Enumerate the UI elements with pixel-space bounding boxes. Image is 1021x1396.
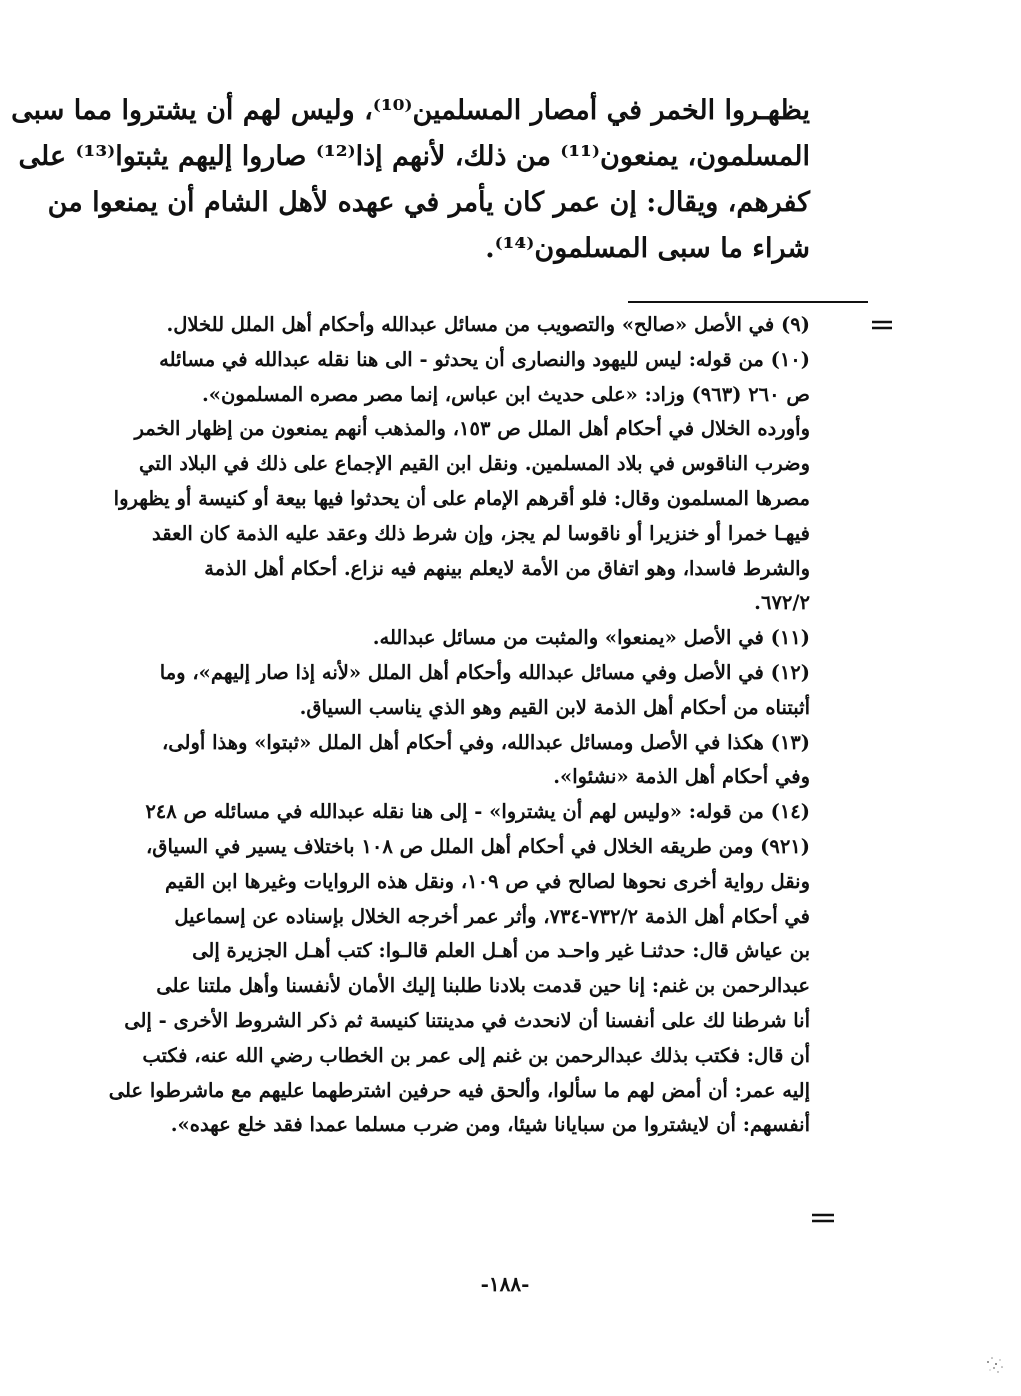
footnote-line: (١٢) في الأصل وفي مسائل عبدالله وأحكام أهل الملل «لأنه إذا صار إليهم»، وما [159,660,810,684]
footnote-line: (٩) في الأصل «صالح» والتصويب من مسائل عبدالله وأحكام أهل الملل للخلال. [166,313,810,336]
scan-artifact [982,1352,1008,1378]
footnote-line: فيهـا خمرا أو خنزيرا أو ناقوسا لم يجز، وإن شرط ذلك وعقد عليه الذمة كان العقد [151,521,810,545]
continuation-mark-top [872,319,892,331]
footnote-line: وضرب الناقوس في بلاد المسلمين. ونقل ابن القيم الإجماع على ذلك في البلاد التي [138,452,810,476]
footnote-line: ونقل رواية أخرى نحوها لصالح في ص ١٠٩، ونقل هذه الروايات وغيرها ابن القيم [164,869,810,893]
footnote-line: (١٤) من قوله: «وليس لهم أن يشتروا» - إلى هنا نقله عبدالله في مسائله ص ٢٤٨ [145,800,810,824]
continuation-mark-bottom [812,1212,834,1224]
footnote-line: والشرط فاسدا، وهو اتفاق من الأمة لايعلم بينهم فيه نزاع. أحكام أهل الذمة [204,556,810,580]
main-text [11,88,810,272]
footnote-line: (١١) في الأصل «يمنعوا» والمثبت من مسائل عبدالله. [372,626,810,650]
main-text-line: كفرهم، ويقال: إن عمر كان يأمر في عهده لأهل الشام أن يمنعوا من [47,187,810,218]
footnote-line: في أحكام أهل الذمة ٧٣٢/٢-٧٣٤، وأثر عمر أخرجه الخلال بإسناده عن إسماعيل [174,904,810,928]
footnote-line: وفي أحكام أهل الذمة «نشئوا». [553,765,810,789]
footnote-line: مصرها المسلمون وقال: فلو أقرهم الإمام على أن يحدثوا فيها بيعة أو كنيسة أو يظهروا [113,486,810,510]
page-number: -١٨٨- [480,1272,530,1296]
footnote-line: أن قال: فكتب بذلك عبدالرحمن بن غنم إلى عمر بن الخطاب رضي الله عنه، فكتب [142,1043,810,1067]
footnote-separator [628,301,868,303]
footnote-line: (٩٢١) ومن طريقه الخلال في أحكام أهل الملل ص ١٠٨ باختلاف يسير في السياق، [146,834,810,858]
footnote-line: بن عياش قال: حدثنـا غير واحـد من أهـل العلم قالـوا: كتب أهـل الجزيرة إلى [192,939,810,963]
footnote-line: عبدالرحمن بن غنم: إنا حين قدمت بلادنا طلبنا إليك الأمان لأنفسنا وأهل ملتنا على [156,974,810,998]
footnotes [108,308,810,1143]
main-text-line: المسلمون، يمنعون⁽¹¹⁾ من ذلك، لأنهم إذا⁽¹²⁾ صاروا إليهم يثبتوا⁽¹³⁾ على [18,141,810,172]
footnote-line: وأورده الخلال في أحكام أهل الملل ص ١٥٣، والمذهب أنهم يمنعون من إظهار الخمر [134,417,810,441]
footnote-line: ٦٧٢/٢. [754,591,810,615]
footnote-line: (١٠) من قوله: ليس لليهود والنصارى أن يحدثو - الى هنا نقله عبدالله في مسائله [159,347,810,371]
footnote-line: (١٣) هكذا في الأصل ومسائل عبدالله، وفي أحكام أهل الملل «ثبتوا» وهذا أولى، [161,730,810,754]
footnote-line: أنا شرطنا لك على أنفسنا أن لانحدث في مدينتنا كنيسة ثم ذكر الشروط الأخرى - إلى [124,1008,810,1032]
footnote-line: أثبتناه من أحكام أهل الذمة لابن القيم وهو الذي يناسب السياق. [299,695,810,719]
footnote-line: ص ٢٦٠ (٩٦٣) وزاد: «على حديث ابن عباس، إنما مصر مصره المسلمون». [202,382,810,406]
main-text-line: شراء ما سبى المسلمون⁽¹⁴⁾. [485,233,810,264]
footnote-line: أنفسهم: أن لايشتروا من سبايانا شيئا، ومن ضرب مسلما عمدا فقد خلع عهده». [170,1113,810,1137]
footnote-line: إليه عمر: أن أمض لهم ما سألوا، وألحق فيه حرفين اشترطهما عليهم مع ماشرطوا على [108,1078,810,1102]
main-text-line: يظهـروا الخمر في أمصار المسلمين⁽¹⁰⁾، وليس لهم أن يشتروا مما سبى [11,95,810,126]
